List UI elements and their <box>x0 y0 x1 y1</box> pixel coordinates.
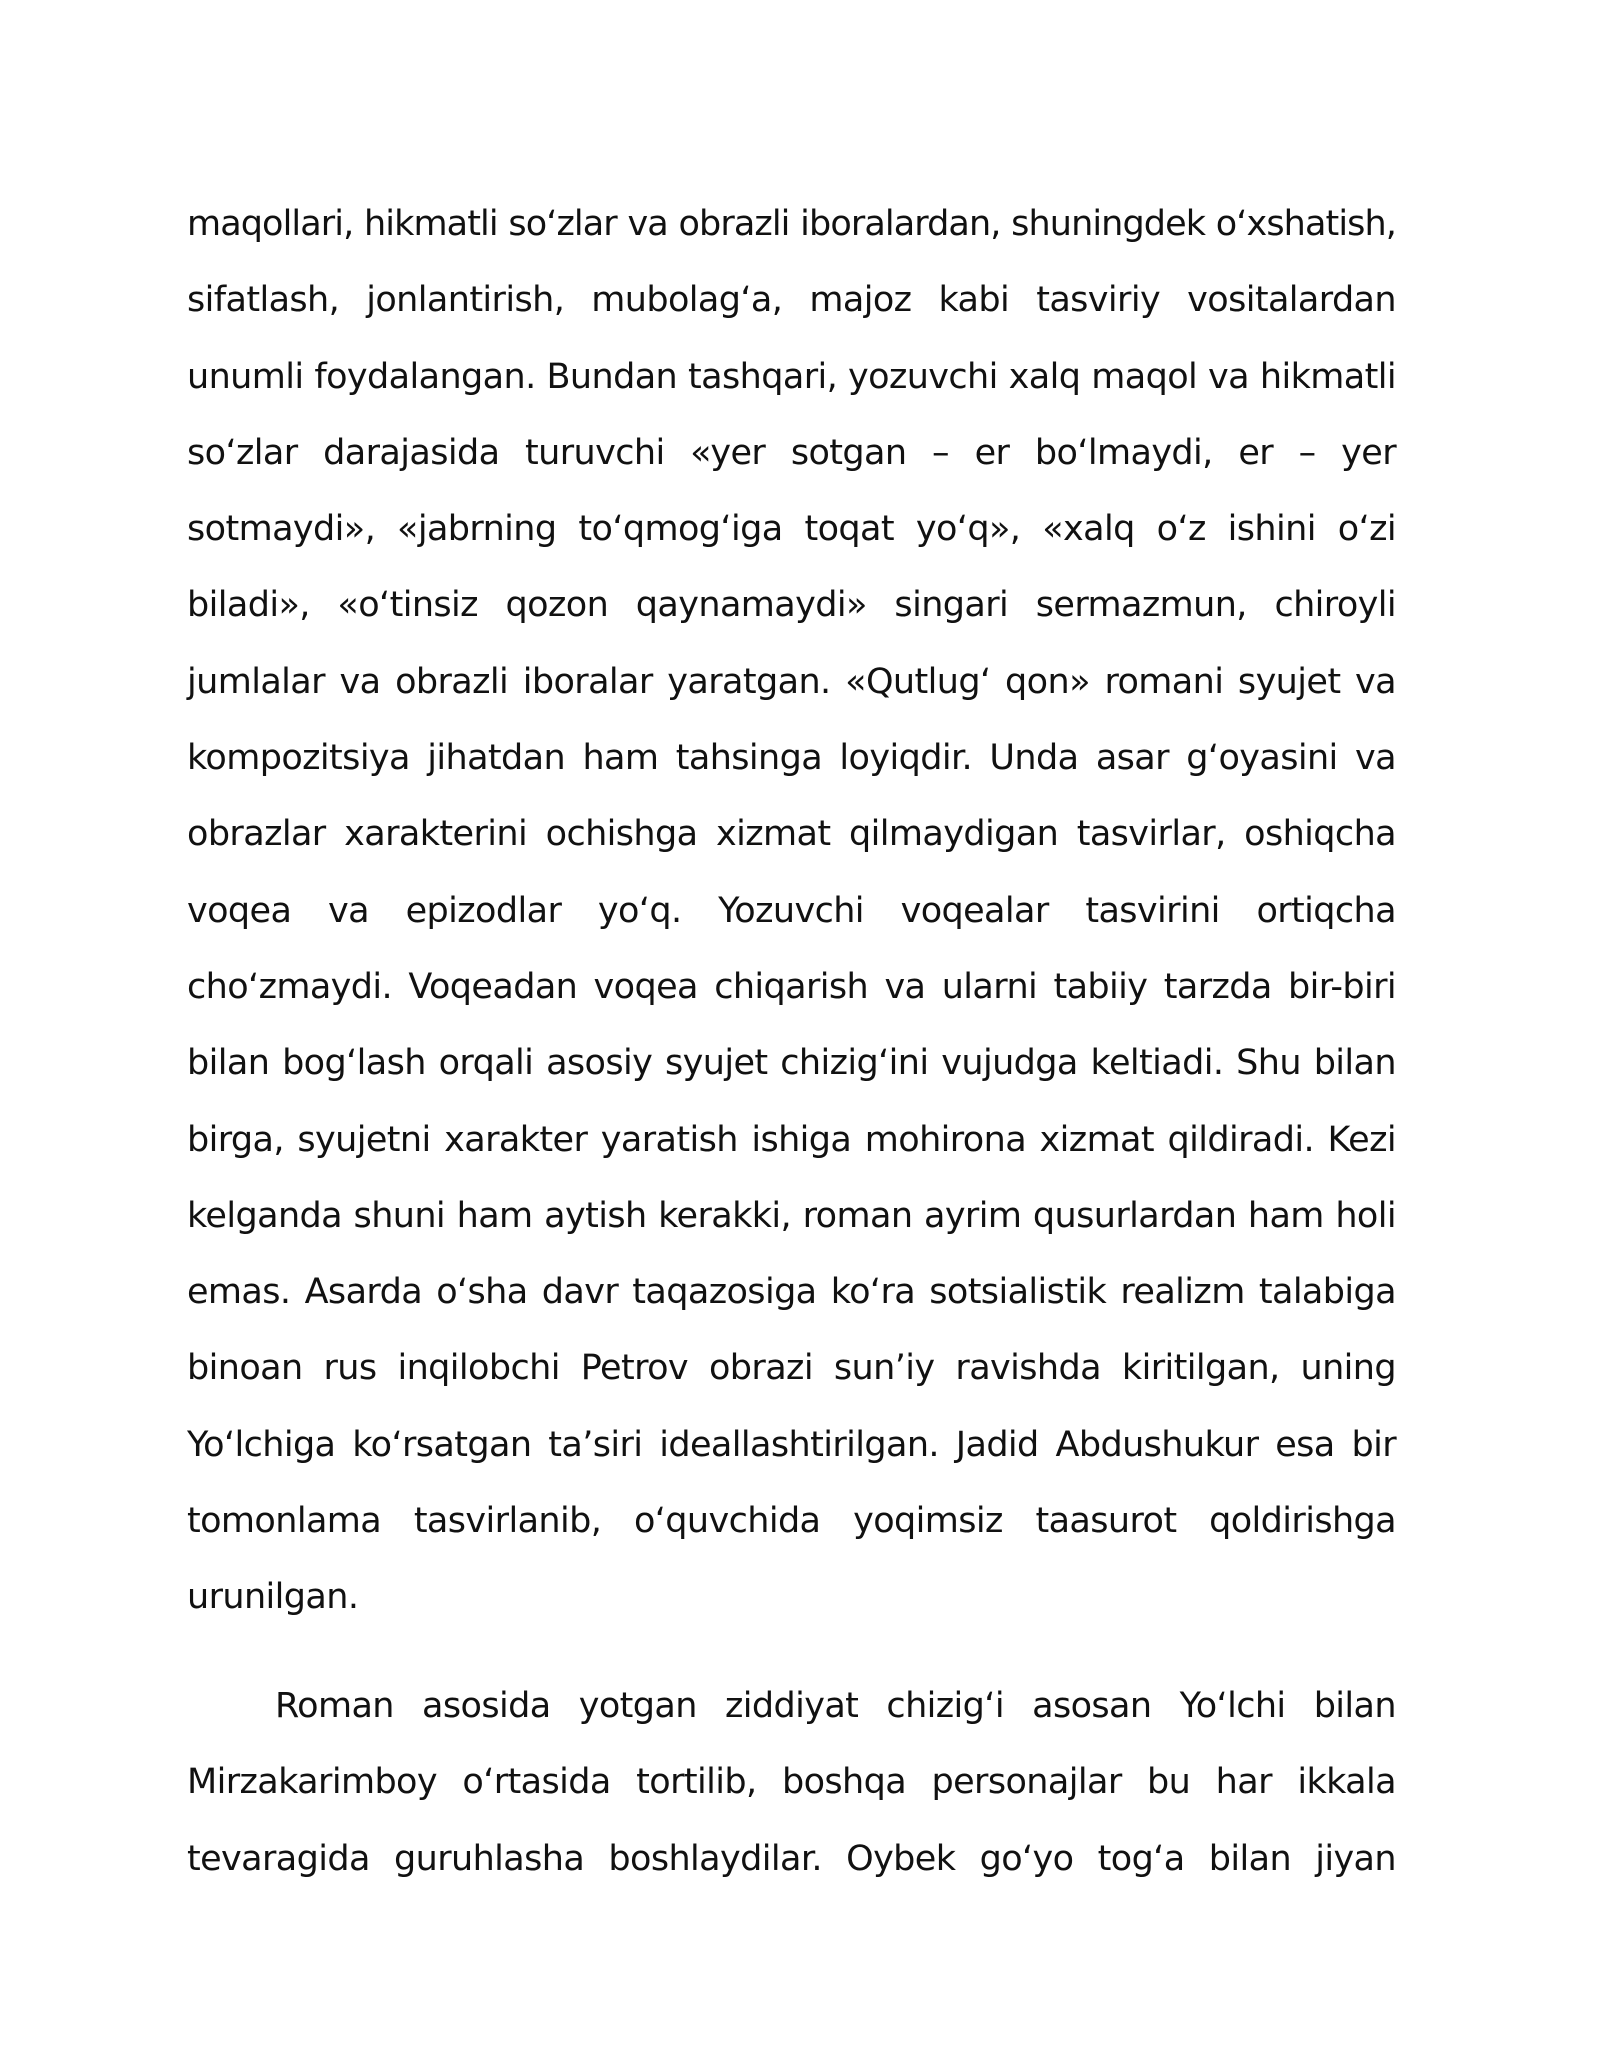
text-line: choʻzmaydi. Voqeadan voqea chiqarish va ularni tabiiy tarzda bir-biri <box>187 966 1396 1007</box>
text-line: soʻzlar darajasida turuvchi «yer sotgan – er boʻlmaydi, er – yer <box>187 432 1396 473</box>
text-line: tomonlama tasvirlanib, oʻquvchida yoqimsiz taasurot qoldirishga <box>187 1501 1396 1542</box>
text-line: jumlalar va obrazli iboralar yaratgan. «Qutlugʻ qon» romani syujet va <box>187 661 1396 702</box>
text-line: urunilgan. <box>187 1577 359 1618</box>
text-line: voqea va epizodlar yoʻq. Yozuvchi voqealar tasvirini ortiqcha <box>187 890 1396 931</box>
text-line: biladi», «oʻtinsiz qozon qaynamaydi» singari sermazmun, chiroyli <box>187 585 1396 626</box>
paragraph <box>187 186 1396 1636</box>
text-line: binoan rus inqilobchi Petrov obrazi sun’iy ravishda kiritilgan, uning <box>187 1348 1396 1389</box>
paragraph <box>187 1668 1396 1897</box>
text-line: Yoʻlchiga koʻrsatgan ta’siri ideallashtirilgan. Jadid Abdushukur esa bir <box>187 1424 1396 1465</box>
text-line: birga, syujetni xarakter yaratish ishiga mohirona xizmat qildiradi. Kezi <box>187 1119 1396 1160</box>
text-line: obrazlar xarakterini ochishga xizmat qilmaydigan tasvirlar, oshiqcha <box>187 814 1396 855</box>
text-line: unumli foydalangan. Bundan tashqari, yozuvchi xalq maqol va hikmatli <box>187 356 1396 397</box>
text-line: emas. Asarda oʻsha davr taqazosiga koʻra sotsialistik realizm talabiga <box>187 1272 1396 1313</box>
text-line: sifatlash, jonlantirish, mubolagʻa, majoz kabi tasviriy vositalardan <box>187 280 1396 321</box>
text-line: kelganda shuni ham aytish kerakki, roman ayrim qusurlardan ham holi <box>187 1195 1396 1236</box>
text-line: bilan bogʻlash orqali asosiy syujet chizigʻini vujudga keltiadi. Shu bilan <box>187 1043 1396 1084</box>
text-line: sotmaydi», «jabrning toʻqmogʻiga toqat yoʻq», «xalq oʻz ishini oʻzi <box>187 509 1396 550</box>
text-line: Mirzakarimboy oʻrtasida tortilib, boshqa personajlar bu har ikkala <box>187 1762 1396 1803</box>
text-line: Roman asosida yotgan ziddiyat chizigʻi asosan Yoʻlchi bilan <box>275 1686 1396 1726</box>
text-line: maqollari, hikmatli soʻzlar va obrazli iboralardan, shuningdek oʻxshatish, <box>187 204 1396 244</box>
text-line: tevaragida guruhlasha boshlaydilar. Oybek goʻyo togʻa bilan jiyan <box>187 1838 1396 1879</box>
text-line: kompozitsiya jihatdan ham tahsinga loyiqdir. Unda asar gʻoyasini va <box>187 738 1396 779</box>
